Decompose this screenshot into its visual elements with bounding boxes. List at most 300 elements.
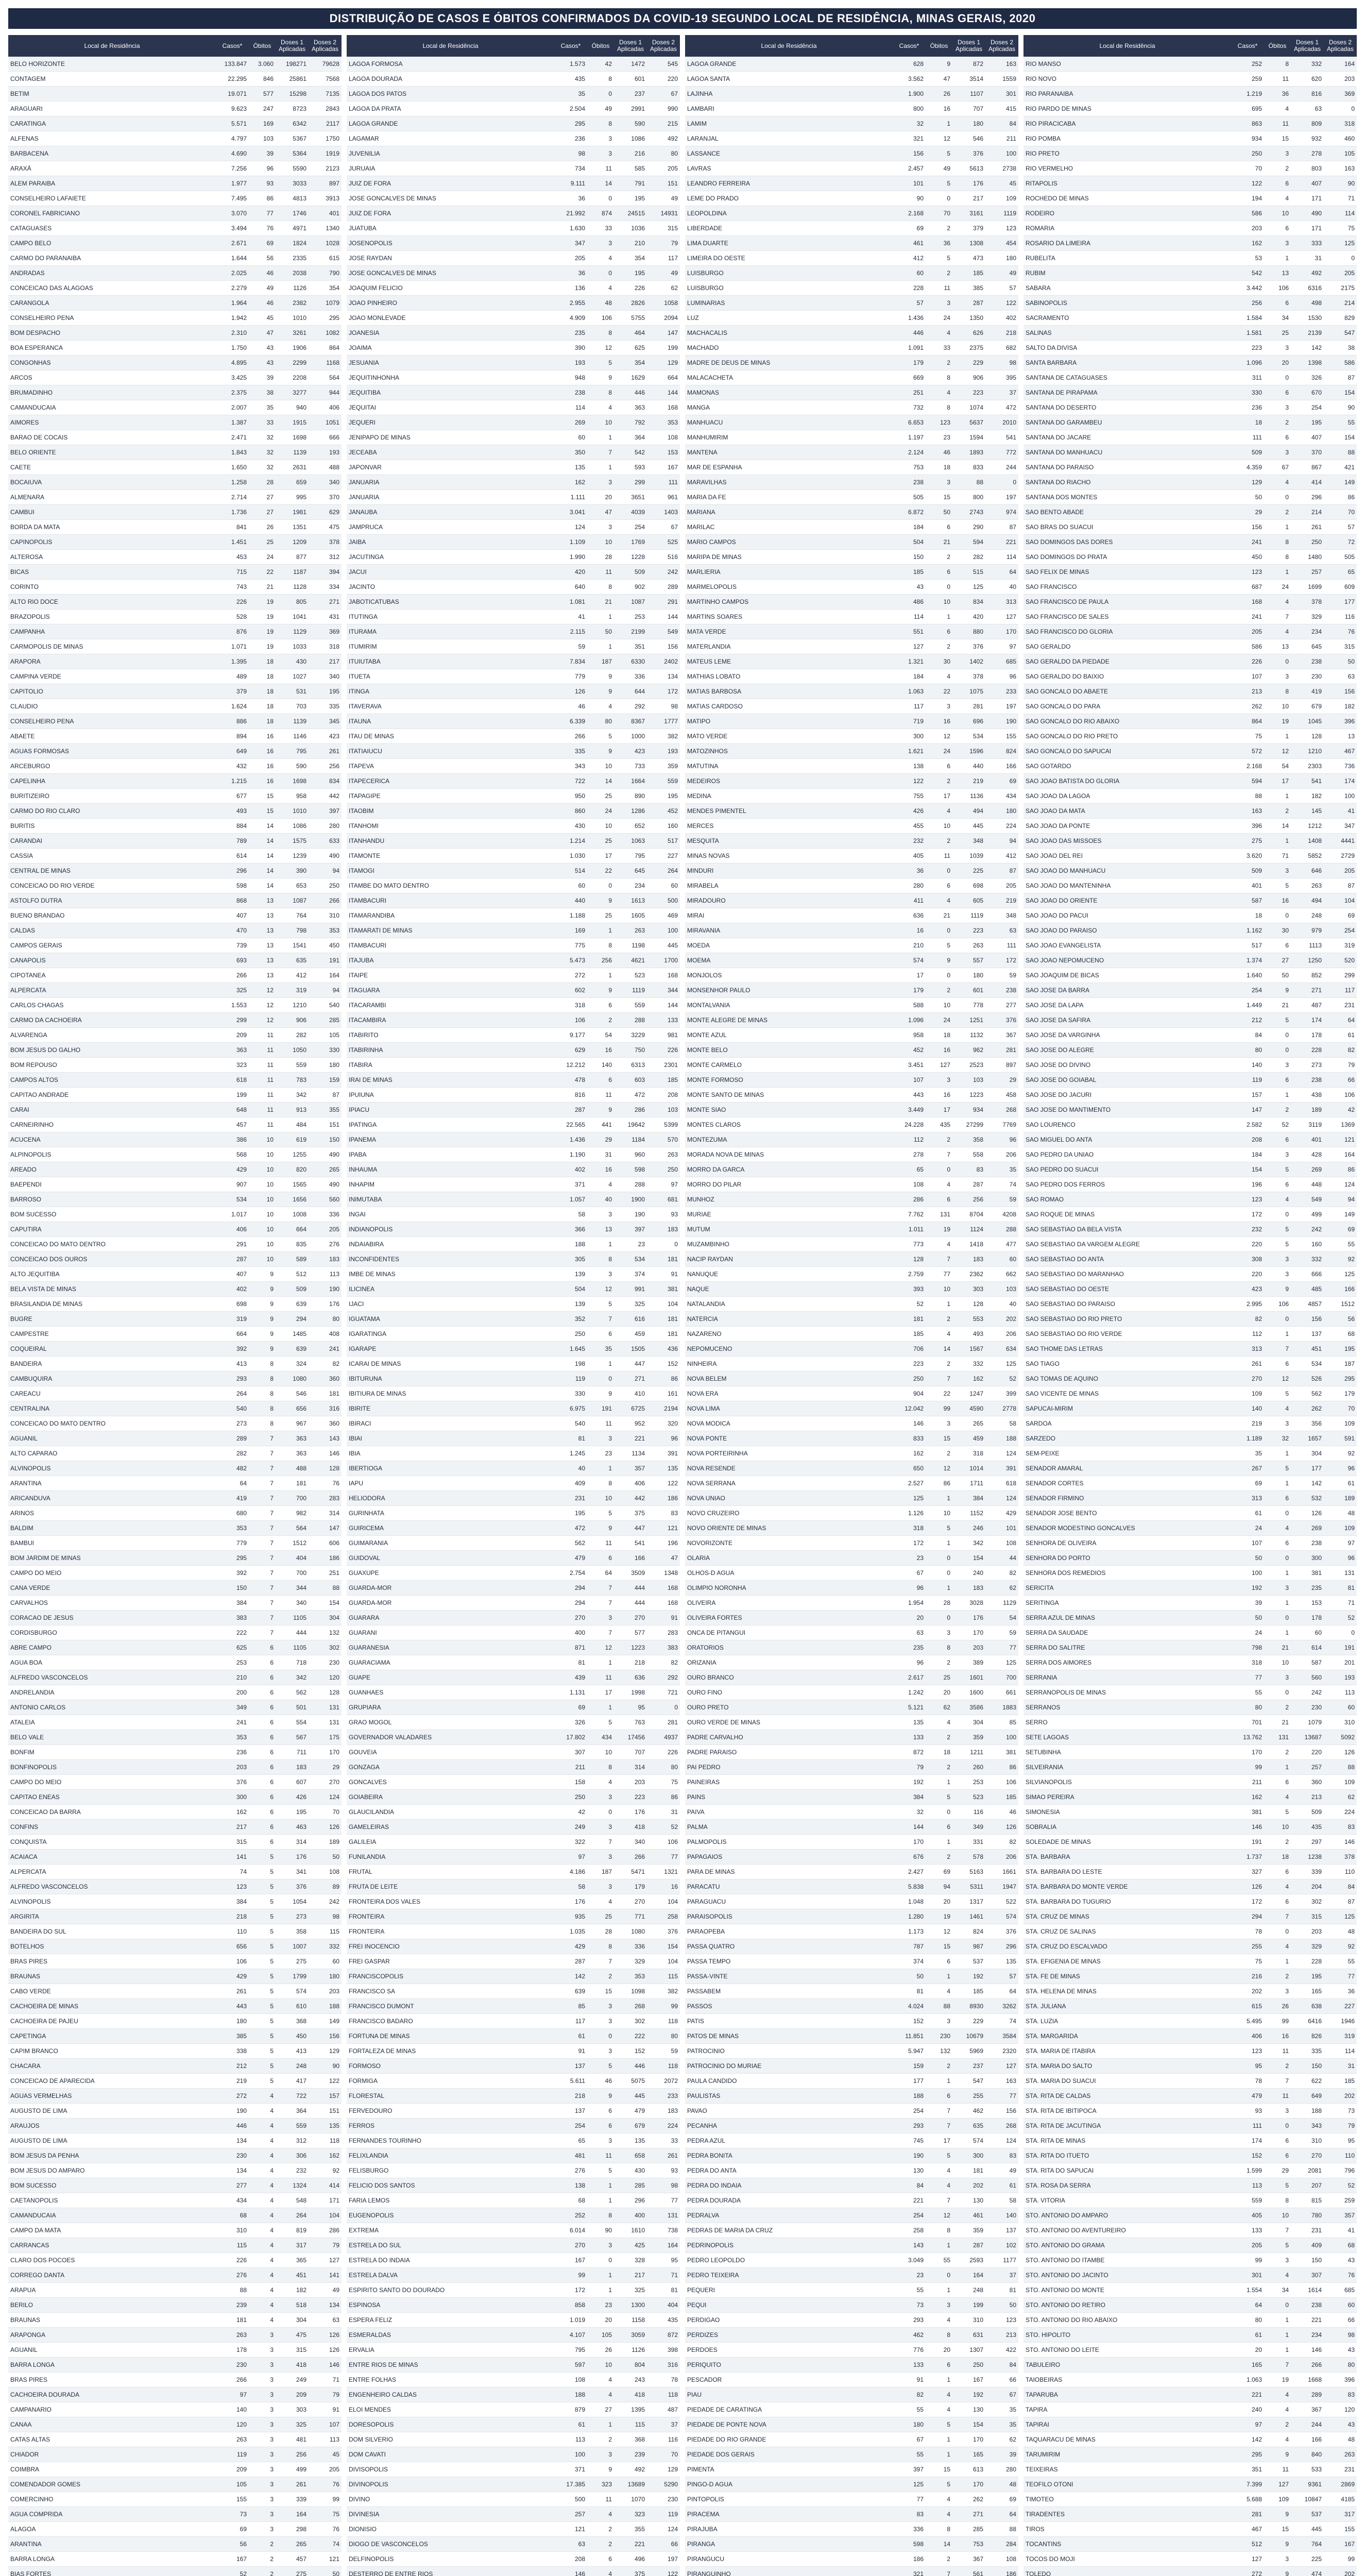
value-cell: 798 xyxy=(296,927,306,934)
table-row xyxy=(347,2492,680,2507)
value-cell: 171 xyxy=(1311,195,1322,202)
value-cell: 395 xyxy=(1005,374,1016,381)
municipality-name: CARANDAI xyxy=(10,837,43,844)
value-cell: 442 xyxy=(329,792,339,800)
table-row xyxy=(1023,2148,1357,2163)
table-row xyxy=(8,1073,342,1088)
value-cell: 7 xyxy=(1285,2361,1289,2368)
municipality-name: LAGOA SANTA xyxy=(687,75,730,82)
value-cell: 894 xyxy=(236,733,247,740)
value-cell: 10 xyxy=(1282,2212,1289,2219)
value-cell: 270 xyxy=(574,2242,585,2249)
value-cell: 92 xyxy=(1347,1943,1355,1950)
value-cell: 87 xyxy=(332,1091,339,1098)
municipality-name: LUMINARIAS xyxy=(687,299,725,307)
value-cell: 8 xyxy=(947,1644,950,1651)
value-cell: 108 xyxy=(574,2376,585,2383)
value-cell: 41 xyxy=(1347,2227,1355,2234)
value-cell: 412 xyxy=(913,255,924,262)
value-cell: 93 xyxy=(266,180,274,187)
value-cell: 2991 xyxy=(631,105,645,112)
municipality-name: DORESOPOLIS xyxy=(349,2421,394,2428)
value-cell: 1 xyxy=(1285,1480,1289,1487)
table-row xyxy=(8,1835,342,1850)
value-cell: 209 xyxy=(236,1031,247,1039)
municipality-name: GUAXUPE xyxy=(349,1569,379,1577)
table-row xyxy=(347,2552,680,2567)
table-row xyxy=(347,729,680,744)
value-cell: 50 xyxy=(1255,1554,1262,1562)
value-cell: 223 xyxy=(972,927,983,934)
value-cell: 1711 xyxy=(970,1480,983,1487)
value-cell: 400 xyxy=(574,1629,585,1636)
table-row xyxy=(1023,1730,1357,1745)
value-cell: 0 xyxy=(947,927,950,934)
municipality-name: IGARAPE xyxy=(349,1345,377,1352)
value-cell: 113 xyxy=(1344,1689,1355,1696)
value-cell: 152 xyxy=(1251,2152,1262,2159)
value-cell: 50 xyxy=(332,2570,339,2576)
value-cell: 165 xyxy=(1251,2361,1262,2368)
municipality-name: ITAPAGIPE xyxy=(349,792,381,800)
table-row xyxy=(685,1297,1018,1312)
value-cell: 286 xyxy=(913,1196,924,1203)
value-cell: 4.186 xyxy=(569,1868,585,1875)
value-cell: 5 xyxy=(1285,1226,1289,1233)
value-cell: 15 xyxy=(943,1435,950,1442)
value-cell: 342 xyxy=(296,1674,306,1681)
municipality-name: SAO SEBASTIAO DO PARAISO xyxy=(1026,1300,1115,1308)
municipality-name: CAMANDUCAIA xyxy=(10,404,56,411)
table-row xyxy=(8,161,342,176)
value-cell: 635 xyxy=(296,957,306,964)
value-cell: 121 xyxy=(1344,1136,1355,1143)
value-cell: 151 xyxy=(329,2107,339,2114)
value-cell: 240 xyxy=(972,1569,983,1577)
table-row xyxy=(8,609,342,624)
value-cell: 187 xyxy=(601,658,612,665)
value-cell: 360 xyxy=(329,1375,339,1382)
value-cell: 10 xyxy=(1282,210,1289,217)
municipality-name: GLAUCILANDIA xyxy=(349,1808,395,1816)
value-cell: 1010 xyxy=(293,807,306,815)
value-cell: 318 xyxy=(1251,1659,1262,1666)
value-cell: 13 xyxy=(266,972,274,979)
value-cell: 2194 xyxy=(664,1405,678,1412)
municipality-name: IPANEMA xyxy=(349,1136,377,1143)
value-cell: 520 xyxy=(1344,957,1355,964)
municipality-name: AGUANIL xyxy=(10,2346,38,2353)
value-cell: 19 xyxy=(943,1913,950,1920)
value-cell: 146 xyxy=(913,1420,924,1427)
value-cell: 1 xyxy=(947,1778,950,1786)
municipality-name: SERRANOPOLIS DE MINAS xyxy=(1026,1689,1106,1696)
value-cell: 2 xyxy=(947,2555,950,2563)
value-cell: 118 xyxy=(668,2062,678,2070)
value-cell: 0 xyxy=(1285,912,1289,919)
value-cell: 444 xyxy=(634,1584,645,1591)
municipality-name: NINHEIRA xyxy=(687,1360,717,1367)
value-cell: 698 xyxy=(236,1300,247,1308)
table-row xyxy=(685,834,1018,849)
value-cell: 452 xyxy=(667,807,678,815)
value-cell: 49 xyxy=(1009,2167,1016,2174)
value-cell: 1039 xyxy=(969,852,983,859)
table-row xyxy=(685,1103,1018,1117)
value-cell: 3 xyxy=(1285,1151,1289,1158)
value-cell: 135 xyxy=(667,1465,678,1472)
municipality-name: ARANTINA xyxy=(10,1480,42,1487)
value-cell: 384 xyxy=(236,1599,247,1606)
value-cell: 171 xyxy=(329,2197,339,2204)
value-cell: 791 xyxy=(634,180,645,187)
value-cell: 982 xyxy=(296,1510,306,1517)
value-cell: 264 xyxy=(296,2212,306,2219)
value-cell: 2 xyxy=(947,1315,950,1323)
municipality-name: BOM SUCESSO xyxy=(10,2182,57,2189)
value-cell: 1398 xyxy=(1308,359,1322,366)
value-cell: 363 xyxy=(296,1435,306,1442)
value-cell: 593 xyxy=(634,464,645,471)
value-cell: 318 xyxy=(329,643,339,650)
value-cell: 1.131 xyxy=(569,1689,585,1696)
value-cell: 718 xyxy=(296,1659,306,1666)
value-cell: 1 xyxy=(608,1360,612,1367)
municipality-name: SAO ROMAO xyxy=(1026,1196,1064,1203)
table-row xyxy=(685,236,1018,251)
value-cell: 128 xyxy=(329,1465,339,1472)
municipality-name: ESPERA FELIZ xyxy=(349,2316,393,2324)
municipality-name: SOLEDADE DE MINAS xyxy=(1026,1838,1091,1845)
value-cell: 1.954 xyxy=(908,1599,924,1606)
value-cell: 6 xyxy=(1285,225,1289,232)
municipality-name: CANAPOLIS xyxy=(10,957,46,964)
municipality-name: ITUIUTABA xyxy=(349,658,381,665)
value-cell: 127 xyxy=(329,2257,339,2264)
value-cell: 0 xyxy=(1285,1554,1289,1562)
value-cell: 407 xyxy=(1311,180,1322,187)
municipality-name: MATIAS CARDOSO xyxy=(687,703,743,710)
value-cell: 172 xyxy=(1251,1211,1262,1218)
municipality-name: EUGENOPOLIS xyxy=(349,2212,394,2219)
table-row xyxy=(1023,1745,1357,1760)
value-cell: 1321 xyxy=(664,1868,678,1875)
value-cell: 194 xyxy=(1251,195,1262,202)
value-cell: 18 xyxy=(266,688,274,695)
table-row xyxy=(8,2567,342,2576)
value-cell: 240 xyxy=(1251,2406,1262,2413)
value-cell: 381 xyxy=(1005,1749,1016,1756)
table-row xyxy=(8,1222,342,1237)
value-cell: 16 xyxy=(266,733,274,740)
municipality-name: SAO SEBASTIAO DO ANTA xyxy=(1026,1256,1104,1263)
value-cell: 52 xyxy=(1282,1121,1289,1128)
value-cell: 7 xyxy=(270,1450,274,1457)
value-cell: 281 xyxy=(1005,1046,1016,1054)
table-row xyxy=(347,1581,680,1596)
value-cell: 168 xyxy=(1251,598,1262,605)
value-cell: 307 xyxy=(574,1749,585,1756)
table-row xyxy=(1023,2462,1357,2477)
value-cell: 2 xyxy=(1285,419,1289,426)
municipality-name: IBIA xyxy=(349,1450,361,1457)
value-cell: 2382 xyxy=(293,299,306,307)
value-cell: 167 xyxy=(236,2555,247,2563)
table-row xyxy=(685,1625,1018,1640)
value-cell: 542 xyxy=(1251,269,1262,277)
value-cell: 329 xyxy=(1311,613,1322,620)
table-header xyxy=(8,35,342,57)
value-cell: 192 xyxy=(1251,1584,1262,1591)
table-header xyxy=(685,35,1018,57)
table-row xyxy=(685,2537,1018,2552)
value-cell: 343 xyxy=(574,762,585,770)
header-cell: Casos* xyxy=(222,42,243,49)
value-cell: 4 xyxy=(608,1181,612,1188)
municipality-name: ELOI MENDES xyxy=(349,2406,391,2413)
table-row xyxy=(8,624,342,639)
value-cell: 698 xyxy=(972,882,983,889)
table-body xyxy=(347,57,680,2576)
value-cell: 6 xyxy=(947,882,950,889)
value-cell: 206 xyxy=(1005,1330,1016,1337)
value-cell: 132 xyxy=(329,1629,339,1636)
value-cell: 310 xyxy=(1344,1719,1355,1726)
value-cell: 64 xyxy=(1255,2301,1262,2309)
value-cell: 20 xyxy=(943,1898,950,1905)
municipality-name: ITAVERAVA xyxy=(349,703,382,710)
municipality-name: SAO BENTO ABADE xyxy=(1026,509,1084,516)
value-cell: 11 xyxy=(267,1091,274,1098)
municipality-name: CAMPO DO MEIO xyxy=(10,1778,62,1786)
value-cell: 435 xyxy=(940,1121,950,1128)
value-cell: 67 xyxy=(671,523,678,531)
value-cell: 613 xyxy=(972,2466,983,2473)
value-cell: 418 xyxy=(634,1823,645,1831)
value-cell: 59 xyxy=(671,2047,678,2055)
municipality-name: NOVA ERA xyxy=(687,1390,719,1397)
value-cell: 14 xyxy=(943,1345,950,1352)
table-row xyxy=(1023,1685,1357,1700)
value-cell: 87 xyxy=(1347,374,1355,381)
municipality-name: LAGOA GRANDE xyxy=(687,60,737,67)
value-cell: 314 xyxy=(634,1764,645,1771)
municipality-name: PERDIZES xyxy=(687,2331,719,2338)
value-cell: 3.451 xyxy=(908,1061,924,1069)
value-cell: 131 xyxy=(940,1211,950,1218)
value-cell: 620 xyxy=(1311,75,1322,82)
value-cell: 264 xyxy=(667,867,678,874)
table-row xyxy=(685,699,1018,714)
value-cell: 2.671 xyxy=(231,240,247,247)
table-row xyxy=(347,1640,680,1655)
value-cell: 11 xyxy=(267,1031,274,1039)
value-cell: 25 xyxy=(266,538,274,546)
value-cell: 13 xyxy=(605,1226,612,1233)
value-cell: 1 xyxy=(1285,1629,1289,1636)
municipality-name: JEQUERI xyxy=(349,419,376,426)
value-cell: 88 xyxy=(1347,1764,1355,1771)
value-cell: 97 xyxy=(1347,1539,1355,1547)
value-cell: 1300 xyxy=(631,2301,645,2309)
value-cell: 1000 xyxy=(631,733,645,740)
municipality-name: LAVRAS xyxy=(687,165,711,172)
municipality-name: MATA VERDE xyxy=(687,628,726,635)
value-cell: 796 xyxy=(1344,2167,1355,2174)
value-cell: 1403 xyxy=(664,509,678,516)
municipality-name: SERRA DO SALITRE xyxy=(1026,1644,1085,1651)
value-cell: 43 xyxy=(1347,2421,1355,2428)
value-cell: 2523 xyxy=(969,1061,983,1069)
value-cell: 13 xyxy=(266,957,274,964)
value-cell: 719 xyxy=(913,718,924,725)
table-row xyxy=(685,1551,1018,1566)
table-row xyxy=(347,654,680,669)
table-row xyxy=(8,1879,342,1894)
value-cell: 162 xyxy=(1251,240,1262,247)
value-cell: 4 xyxy=(1285,2436,1289,2443)
table-row xyxy=(347,430,680,445)
municipality-name: SAO LOURENCO xyxy=(1026,1121,1076,1128)
value-cell: 4 xyxy=(1285,105,1289,112)
table-row xyxy=(1023,1416,1357,1431)
municipality-name: MESQUITA xyxy=(687,837,719,844)
value-cell: 5 xyxy=(270,1958,274,1965)
table-row xyxy=(1023,1058,1357,1073)
value-cell: 3584 xyxy=(1002,2032,1016,2040)
value-cell: 23 xyxy=(943,434,950,441)
value-cell: 1 xyxy=(1285,2346,1289,2353)
value-cell: 83 xyxy=(976,1166,983,1173)
value-cell: 92 xyxy=(332,2167,339,2174)
value-cell: 57 xyxy=(1009,284,1016,292)
table-row xyxy=(347,550,680,565)
table-row xyxy=(685,2283,1018,2298)
municipality-name: GUARACIAMA xyxy=(349,1659,390,1666)
municipality-name: ARAXÁ xyxy=(10,165,31,172)
value-cell: 49 xyxy=(943,165,950,172)
value-cell: 315 xyxy=(236,1838,247,1845)
table-row xyxy=(685,1013,1018,1028)
municipality-name: SIMONESIA xyxy=(1026,1808,1060,1816)
value-cell: 58 xyxy=(1009,1420,1016,1427)
municipality-name: ACAIACA xyxy=(10,1853,38,1860)
value-cell: 0 xyxy=(1285,374,1289,381)
value-cell: 192 xyxy=(972,2391,983,2398)
value-cell: 42 xyxy=(1347,1106,1355,1113)
value-cell: 266 xyxy=(1311,2361,1322,2368)
value-cell: 6330 xyxy=(631,658,645,665)
value-cell: 1139 xyxy=(293,449,306,456)
table-row xyxy=(8,430,342,445)
value-cell: 50 xyxy=(1255,494,1262,501)
table-row xyxy=(347,505,680,520)
table-row xyxy=(1023,1596,1357,1611)
value-cell: 229 xyxy=(972,359,983,366)
municipality-name: STA. FE DE MINAS xyxy=(1026,1973,1080,1980)
table-row xyxy=(1023,1312,1357,1327)
value-cell: 75 xyxy=(1347,225,1355,232)
table-row xyxy=(685,2268,1018,2283)
value-cell: 203 xyxy=(1251,225,1262,232)
table-row xyxy=(1023,1446,1357,1461)
municipality-name: FRUTA DE LEITE xyxy=(349,1883,398,1890)
value-cell: 515 xyxy=(972,568,983,575)
value-cell: 1.645 xyxy=(569,1345,585,1352)
value-cell: 101 xyxy=(1005,1524,1016,1532)
table-row xyxy=(8,1357,342,1371)
table-body xyxy=(1023,57,1357,2576)
value-cell: 310 xyxy=(972,2316,983,2324)
value-cell: 69 xyxy=(943,1868,950,1875)
municipality-name: JOSE GONCALVES DE MINAS xyxy=(349,195,436,202)
value-cell: 197 xyxy=(1005,703,1016,710)
value-cell: 70 xyxy=(671,2451,678,2458)
value-cell: 1 xyxy=(947,2286,950,2294)
value-cell: 7 xyxy=(1285,1345,1289,1352)
value-cell: 459 xyxy=(634,1330,645,1337)
municipality-name: ITAU DE MINAS xyxy=(349,733,394,740)
value-cell: 451 xyxy=(1311,1345,1322,1352)
table-row xyxy=(347,2014,680,2029)
value-cell: 127 xyxy=(940,1061,950,1069)
value-cell: 11 xyxy=(605,568,612,575)
value-cell: 499 xyxy=(1311,1211,1322,1218)
value-cell: 64 xyxy=(1009,1988,1016,1995)
value-cell: 9 xyxy=(608,673,612,680)
value-cell: 273 xyxy=(236,1420,247,1427)
table-row xyxy=(347,609,680,624)
value-cell: 1070 xyxy=(631,2496,645,2503)
table-row xyxy=(8,1401,342,1416)
table-row xyxy=(685,1521,1018,1536)
value-cell: 522 xyxy=(1005,1898,1016,1905)
value-cell: 123 xyxy=(1251,568,1262,575)
value-cell: 8704 xyxy=(969,1211,983,1218)
value-cell: 2 xyxy=(270,2570,274,2576)
value-cell: 3119 xyxy=(1308,1121,1322,1128)
value-cell: 423 xyxy=(329,733,339,740)
table-row xyxy=(1023,146,1357,161)
value-cell: 55 xyxy=(1255,1689,1262,1696)
value-cell: 249 xyxy=(296,2376,306,2383)
value-cell: 419 xyxy=(236,1495,247,1502)
value-cell: 18 xyxy=(943,1031,950,1039)
value-cell: 108 xyxy=(913,1181,924,1188)
value-cell: 652 xyxy=(634,822,645,829)
municipality-name: CORINTO xyxy=(10,583,39,590)
header-cell: Doses 1 Aplicadas xyxy=(617,39,644,53)
value-cell: 123 xyxy=(1251,2047,1262,2055)
value-cell: 93 xyxy=(671,1211,678,1218)
table-row xyxy=(8,2163,342,2178)
value-cell: 77 xyxy=(1009,2092,1016,2099)
table-row xyxy=(685,923,1018,938)
value-cell: 1079 xyxy=(326,299,339,307)
value-cell: 4 xyxy=(608,255,612,262)
value-cell: 1317 xyxy=(969,1898,983,1905)
value-cell: 91 xyxy=(332,2406,339,2413)
value-cell: 1.081 xyxy=(569,598,585,605)
value-cell: 295 xyxy=(329,314,339,321)
table-row xyxy=(347,968,680,983)
municipality-name: STA. MARGARIDA xyxy=(1026,2032,1078,2040)
value-cell: 2729 xyxy=(1341,852,1355,859)
value-cell: 6 xyxy=(608,1002,612,1009)
table-row xyxy=(8,565,342,580)
municipality-name: SAO JOAO DA PONTE xyxy=(1026,822,1090,829)
municipality-name: STA. RITA DO SAPUCAI xyxy=(1026,2167,1094,2174)
